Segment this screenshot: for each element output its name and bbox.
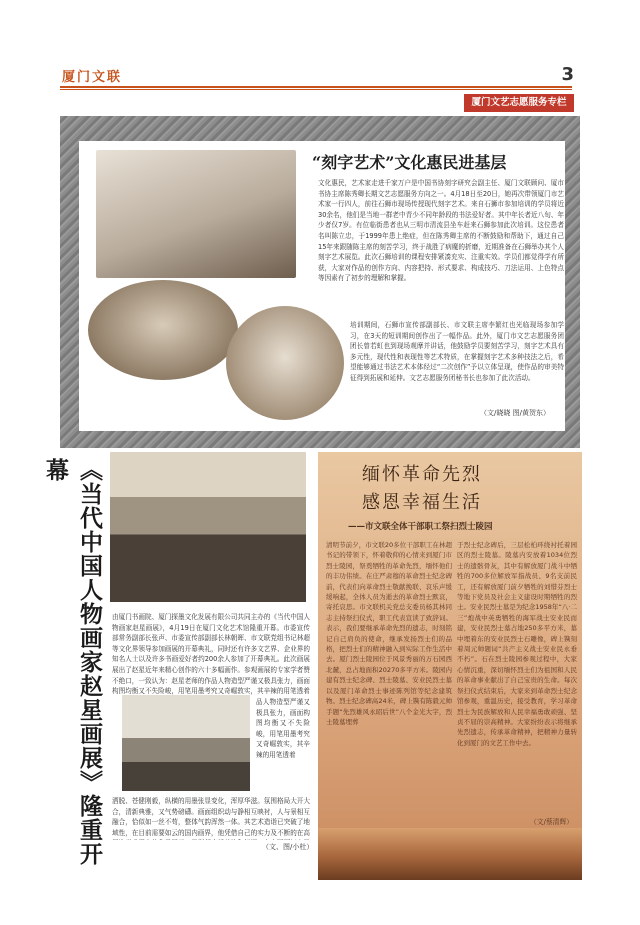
memorial-column-1: 清明节前夕，市文联20多位干部职工在林超书记的带领下，怀着敬仰的心情来到厦门市烈士陵园，祭奠牺牲的革命先烈，缅怀他们的丰功伟绩。在庄严肃穆的革命烈士纪念碑前，代表们向革命烈士敬献挽联、哀乐声缓缓响起，全体人员为逝去的革命烈士默哀，寄托哀思。市文联机关党总支委员杨其林同志主持祭扫仪式，职工代表宣读了致辞词。表示，我们要继承革命先烈的遗志，时刻铭记自己肩负的使命，继承发扬烈士们的品格，把烈士们的精神融入到实际工作生活中去。厦门烈士陵园位于风景秀丽的万石园西北麓，总占地面积20270多平方米。陵园内建有烈士纪念碑、烈士陵墓、安业民烈士墓以及厦门革命烈士事迹陈列馆等纪念建筑物。烈士纪念碑高24米，碑上镌有陈毅元帅手题“先烈雄风永昭后世”八个金光大字，烈士陵墓埋葬 — [326, 541, 452, 726]
header-rule-thin — [60, 89, 572, 90]
photo-exhibition-opening — [110, 452, 306, 602]
exhibition-paragraph-2: 品人物造型严谨又极具张力，画面构图均衡又不失险峻，用笔用墨考究又奇崛敦实，其辛辣的用笔透着 — [256, 698, 310, 759]
memorial-credit: （文/蔡清辉） — [530, 818, 574, 826]
masthead-logo: 厦门文联 — [62, 70, 123, 85]
exhibition-paragraph-3: 洒脱、苍健刚毅，纵横的用墨张显变化，浑厚华滋。氛围格局大开大合，清新典雅，又气势磅礴。画面组织动与静相互映衬，人与景相互融合，恰似如一丝不苟，整体气韵浑然一体。其艺术造诣已突破了地域性，在目前需要如云的国内画界，他凭借自己的实力及不断的在高 — [112, 797, 310, 837]
memorial-subtitle: ——市文联全体干部职工祭扫烈士陵园 — [348, 522, 493, 532]
memorial-title-line-1: 缅怀革命先烈 — [362, 464, 482, 485]
exhibition-paragraph-1: 由厦门书画院、厦门探墨文化发展有限公司共同主办的《当代中国人物画家赵星画展》，4月19日在厦门文化艺术馆隆重开幕。市委宣传部常务副部长张声、市委宣传部副部长林朝晖、市文联党组书记林超等文化界领导参加画展的开幕典礼，同时还有许多文艺界、企业界的知名人士以及许多书画爱好者约200余人参加了开幕典礼。此次画展展出了赵星近年来精心创作的六十多幅画作。参观画展的专家学者赞不绝口，一致认为：赵星老师的作品人物造型严谨又极具张力，画面构图均衡又不失险峻，用笔用墨考究又奇崛敦实，其辛辣的用笔透着 — [112, 613, 310, 696]
section-tag: 厦门文艺志愿服务专栏 — [464, 94, 574, 112]
memorial-title-line-2: 感恩幸福生活 — [362, 492, 482, 513]
top-article-title: “刻字艺术”文化惠民进基层 — [312, 153, 507, 172]
top-article-credit: （文/晓晓 图/黄贺东） — [480, 409, 550, 417]
top-article-paragraph-2: 培训期间，石狮市宣传部副部长、市文联主席李繁红也光临现场参加学习，在3天的短训期间创作出了一幅作品。此外，厦门市文艺志愿服务团团长曾若虹也到现场观摩并讲话，他鼓励学员要刻苦学习，刻字艺术具有多元性，现代性和表现性等艺术特质，在掌握刻字艺术多种技法之后，希望能够通过书法艺术本体经过“二次创作”予以立体呈现，使作品的审美特征得到拓展和延伸。文艺志愿服务团秘书长也参加了此次活动。 — [350, 321, 564, 382]
header-rule — [60, 86, 572, 88]
exhibition-vertical-title: 《当代中国人物画家赵星画展》隆重开幕 — [42, 458, 103, 866]
great-wall-illustration — [318, 828, 582, 880]
photo-carving-workshop — [96, 150, 296, 278]
photo-oval-students — [88, 280, 238, 380]
photo-oval-child-carving — [226, 306, 344, 420]
top-article-paragraph-1: 文化惠民，艺术家走进千家万户是中国书协刻字研究会副主任、厦门文联顾问、厦市书协主席陈秀卿长期文艺志愿服务方向之一。4月18日至20日，她再次带领厦门市艺术家一行四人，前往石狮市现场传授现代刻字艺术。来自石狮市参加培训的学员将近30余名，他们是当地一群老中青少不同年龄段的书法爱好者。其中年长者近八旬、年少者仅7岁。有位临街患者也从三明市清流县坐车赶来石狮参加此次培训。这位患者名叫陈立忠，于1999年患上绝症，但在陈秀卿主席的不断鼓励和帮助下，通过自己15年来跟随陈主席的刻苦学习，终于战胜了病魔的折磨，近期准备在石狮举办其个人刻字艺术展览。此次石狮培训的课程安排紧凑充实、注重实效。学员们都觉得学有所获，大家对作品的创作方向、内容把持、形式要求、构成技巧、刀法运用、上色特点等因素有了初步的理解和掌握。 — [318, 179, 564, 283]
photo-exhibition-hall — [122, 695, 250, 791]
memorial-column-2: 于烈士纪念碑后，三层松柏环绕衬托着园区的烈士陵墓。陵墓内安放着1034位烈士的遗骸骨灰，其中有解放厦门战斗中牺牲的700多位解放军指战员、9名支前民工，还有解放厦门前夕牺牲的刘惜芬烈士等地下党员及社会主义建设时期牺牲的烈士。安业民烈士墓是为纪念1958年“八·二三”炮战中英勇牺牲的海军战士安业民而建，安业民烈士墓占地250多平方米，墓中埋着东的安业民烈士石雕像，碑上镌刻着周元帅题词“共产主义战士安业民永垂不朽”。石在烈士陵园参观过程中，大家心情沉重，深切缅怀烈士们为祖国和人民的革命事业献出了自己宝贵的生命。每次祭扫仪式结束后，大家来到革命烈士纪念馆参观，重温历史，接受教育，学习革命烈士为民族解放和人民幸福勇敢顽强、坚贞不屈的崇高精神。大家纷纷表示将继承先烈遗志，传承革命精神，把精神力量转化到厦门的文艺工作中去。 — [457, 541, 577, 747]
exhibition-credit: （文、图/小杜） — [262, 843, 314, 851]
page-number: 3 — [561, 64, 574, 85]
